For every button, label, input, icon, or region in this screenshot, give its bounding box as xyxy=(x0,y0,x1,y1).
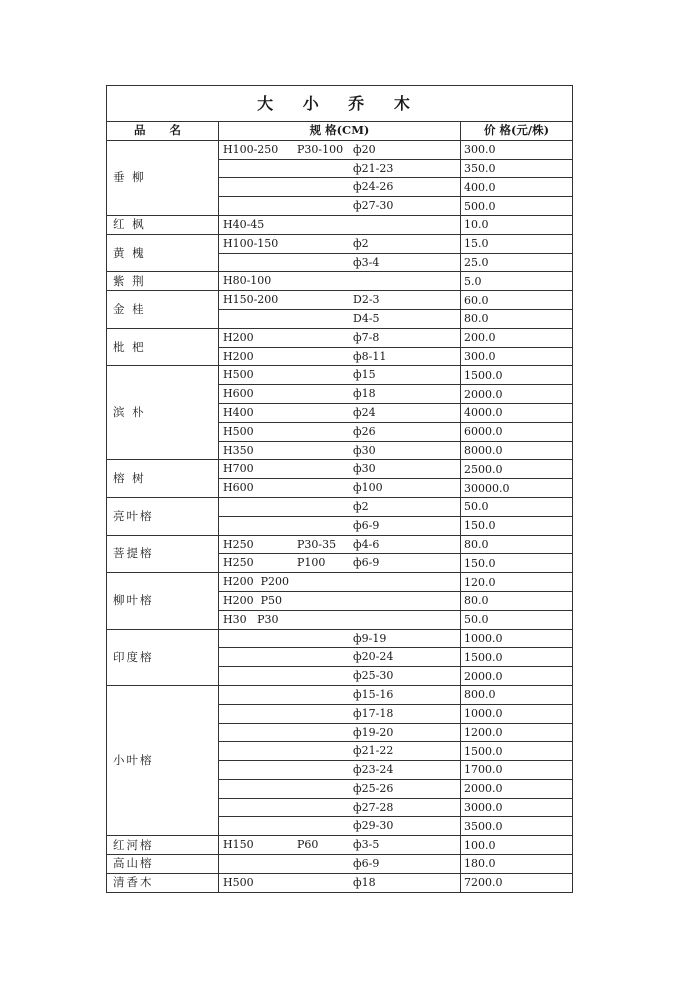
spec-diameter: D4-5 xyxy=(353,311,380,325)
spec-cell xyxy=(219,403,461,422)
spec-height: H500 xyxy=(223,875,254,889)
spec-diameter: ф27-28 xyxy=(353,800,394,814)
spec-cell xyxy=(219,479,461,498)
price-cell: 2000.0 xyxy=(461,779,573,798)
spec-diameter: ф30 xyxy=(353,443,376,457)
spec-diameter: ф18 xyxy=(353,387,376,401)
spec-diameter: ф29-30 xyxy=(353,819,394,833)
spec-cell xyxy=(219,328,461,347)
spec-height: H700 xyxy=(223,462,254,476)
plant-name: 垂 柳 xyxy=(107,140,219,215)
table-row xyxy=(107,215,573,234)
spec-cell xyxy=(219,855,461,874)
spec-height: H600 xyxy=(223,481,254,495)
spec-diameter: ф18 xyxy=(353,875,376,889)
spec-cell xyxy=(219,573,461,592)
table-row xyxy=(107,366,573,385)
price-cell: 4000.0 xyxy=(461,403,573,422)
spec-diameter: ф6-9 xyxy=(353,857,380,871)
plant-name: 小叶榕 xyxy=(107,685,219,835)
spec-cell xyxy=(219,366,461,385)
price-cell: 1500.0 xyxy=(461,648,573,667)
spec-height: H500 xyxy=(223,424,254,438)
price-cell: 180.0 xyxy=(461,855,573,874)
spec-cell xyxy=(219,140,461,159)
spec-cell xyxy=(219,629,461,648)
table-row xyxy=(107,855,573,874)
spec-diameter: ф21-22 xyxy=(353,744,394,758)
price-cell: 80.0 xyxy=(461,591,573,610)
price-cell: 1000.0 xyxy=(461,629,573,648)
spec-cell xyxy=(219,685,461,704)
price-cell: 150.0 xyxy=(461,554,573,573)
plant-name: 清香木 xyxy=(107,873,219,892)
spec-cell xyxy=(219,704,461,723)
spec-height: H500 xyxy=(223,368,254,382)
plant-name: 高山榕 xyxy=(107,855,219,874)
spec-diameter: ф6-9 xyxy=(353,556,380,570)
table-row xyxy=(107,272,573,291)
spec-cell xyxy=(219,798,461,817)
price-cell: 8000.0 xyxy=(461,441,573,460)
spec-crown: P60 xyxy=(297,838,319,852)
spec-diameter: ф26 xyxy=(353,424,376,438)
spec-cell xyxy=(219,591,461,610)
spec-height: H40-45 xyxy=(223,217,265,231)
spec-cell xyxy=(219,554,461,573)
header-spec: 规 格(CM) xyxy=(219,122,461,141)
spec-height: H200 P200 xyxy=(223,575,289,589)
spec-diameter: ф3-4 xyxy=(353,255,380,269)
plant-name: 柳叶榕 xyxy=(107,573,219,629)
spec-height: H200 xyxy=(223,330,254,344)
price-cell: 30000.0 xyxy=(461,479,573,498)
table-row xyxy=(107,873,573,892)
spec-diameter: ф17-18 xyxy=(353,706,394,720)
spec-diameter: ф9-19 xyxy=(353,631,387,645)
spec-cell xyxy=(219,178,461,197)
price-cell: 800.0 xyxy=(461,685,573,704)
spec-cell xyxy=(219,234,461,253)
price-cell: 1500.0 xyxy=(461,742,573,761)
spec-height: H30 P30 xyxy=(223,612,279,626)
price-cell: 120.0 xyxy=(461,573,573,592)
spec-cell xyxy=(219,272,461,291)
table-row xyxy=(107,629,573,648)
plant-name: 滨 朴 xyxy=(107,366,219,460)
table-row xyxy=(107,836,573,855)
price-cell: 80.0 xyxy=(461,309,573,328)
price-cell: 10.0 xyxy=(461,215,573,234)
spec-diameter: ф15 xyxy=(353,368,376,382)
spec-diameter: ф21-23 xyxy=(353,161,394,175)
price-cell: 100.0 xyxy=(461,836,573,855)
spec-cell xyxy=(219,516,461,535)
spec-diameter: ф27-30 xyxy=(353,199,394,213)
spec-crown: P100 xyxy=(297,556,326,570)
plant-name: 紫 荆 xyxy=(107,272,219,291)
spec-diameter: ф24 xyxy=(353,405,376,419)
price-table xyxy=(106,85,573,893)
price-cell: 3500.0 xyxy=(461,817,573,836)
plant-name: 枇 杷 xyxy=(107,328,219,366)
price-cell: 2000.0 xyxy=(461,385,573,404)
spec-diameter: ф25-30 xyxy=(353,669,394,683)
spec-diameter: ф20-24 xyxy=(353,650,394,664)
table-body xyxy=(107,140,573,892)
plant-name: 金 桂 xyxy=(107,291,219,329)
spec-height: H200 P50 xyxy=(223,593,282,607)
header-name: 品 名 xyxy=(107,122,219,141)
price-cell: 2000.0 xyxy=(461,667,573,686)
spec-diameter: ф8-11 xyxy=(353,349,387,363)
spec-diameter: ф7-8 xyxy=(353,330,380,344)
table-row xyxy=(107,328,573,347)
table-row xyxy=(107,234,573,253)
spec-diameter: ф20 xyxy=(353,142,376,156)
spec-cell xyxy=(219,610,461,629)
spec-cell xyxy=(219,159,461,178)
spec-diameter: ф3-5 xyxy=(353,838,380,852)
spec-cell xyxy=(219,347,461,366)
table-row xyxy=(107,685,573,704)
price-cell: 1200.0 xyxy=(461,723,573,742)
spec-cell xyxy=(219,836,461,855)
table-row xyxy=(107,140,573,159)
spec-diameter: ф25-26 xyxy=(353,781,394,795)
price-cell: 25.0 xyxy=(461,253,573,272)
spec-diameter: ф24-26 xyxy=(353,180,394,194)
spec-height: H100-150 xyxy=(223,236,279,250)
table-title: 大 小 乔 木 xyxy=(107,86,573,122)
spec-diameter: ф2 xyxy=(353,499,369,513)
price-cell: 200.0 xyxy=(461,328,573,347)
price-cell: 400.0 xyxy=(461,178,573,197)
spec-cell xyxy=(219,441,461,460)
table-row xyxy=(107,291,573,310)
price-cell: 6000.0 xyxy=(461,422,573,441)
spec-diameter: ф19-20 xyxy=(353,725,394,739)
header-price: 价 格(元/株) xyxy=(461,122,573,141)
price-sheet xyxy=(106,85,572,893)
spec-crown: P30-35 xyxy=(297,537,337,551)
spec-cell xyxy=(219,742,461,761)
spec-cell xyxy=(219,873,461,892)
price-cell: 1500.0 xyxy=(461,366,573,385)
spec-cell xyxy=(219,779,461,798)
price-cell: 7200.0 xyxy=(461,873,573,892)
spec-diameter: ф30 xyxy=(353,462,376,476)
spec-diameter: ф6-9 xyxy=(353,518,380,532)
table-row xyxy=(107,460,573,479)
spec-diameter: ф4-6 xyxy=(353,537,380,551)
table-row xyxy=(107,573,573,592)
price-cell: 150.0 xyxy=(461,516,573,535)
spec-cell xyxy=(219,385,461,404)
plant-name: 红 枫 xyxy=(107,215,219,234)
table-row xyxy=(107,497,573,516)
price-cell: 15.0 xyxy=(461,234,573,253)
table-row xyxy=(107,535,573,554)
price-cell: 300.0 xyxy=(461,140,573,159)
spec-height: H200 xyxy=(223,349,254,363)
plant-name: 红河榕 xyxy=(107,836,219,855)
spec-cell xyxy=(219,667,461,686)
spec-height: H250 xyxy=(223,556,254,570)
price-cell: 350.0 xyxy=(461,159,573,178)
spec-cell xyxy=(219,253,461,272)
price-cell: 500.0 xyxy=(461,197,573,216)
spec-cell xyxy=(219,761,461,780)
spec-cell xyxy=(219,648,461,667)
spec-crown: P30-100 xyxy=(297,142,344,156)
spec-cell xyxy=(219,291,461,310)
spec-diameter: ф15-16 xyxy=(353,687,394,701)
spec-height: H400 xyxy=(223,405,254,419)
price-cell: 5.0 xyxy=(461,272,573,291)
spec-cell xyxy=(219,422,461,441)
spec-diameter: D2-3 xyxy=(353,293,380,307)
price-cell: 1000.0 xyxy=(461,704,573,723)
spec-cell xyxy=(219,723,461,742)
spec-diameter: ф100 xyxy=(353,481,383,495)
spec-height: H250 xyxy=(223,537,254,551)
spec-cell xyxy=(219,817,461,836)
spec-height: H350 xyxy=(223,443,254,457)
price-cell: 3000.0 xyxy=(461,798,573,817)
spec-cell xyxy=(219,535,461,554)
plant-name: 印度榕 xyxy=(107,629,219,685)
spec-cell xyxy=(219,497,461,516)
price-cell: 300.0 xyxy=(461,347,573,366)
plant-name: 榕 树 xyxy=(107,460,219,498)
plant-name: 黄 槐 xyxy=(107,234,219,272)
spec-diameter: ф23-24 xyxy=(353,763,394,777)
spec-height: H150-200 xyxy=(223,293,279,307)
spec-cell xyxy=(219,460,461,479)
price-cell: 50.0 xyxy=(461,497,573,516)
price-cell: 60.0 xyxy=(461,291,573,310)
spec-diameter: ф2 xyxy=(353,236,369,250)
price-cell: 2500.0 xyxy=(461,460,573,479)
spec-cell xyxy=(219,197,461,216)
plant-name: 菩提榕 xyxy=(107,535,219,573)
spec-cell xyxy=(219,215,461,234)
spec-height: H600 xyxy=(223,387,254,401)
plant-name: 亮叶榕 xyxy=(107,497,219,535)
spec-cell xyxy=(219,309,461,328)
spec-height: H80-100 xyxy=(223,274,272,288)
spec-height: H150 xyxy=(223,838,254,852)
price-cell: 1700.0 xyxy=(461,761,573,780)
price-cell: 50.0 xyxy=(461,610,573,629)
spec-height: H100-250 xyxy=(223,142,279,156)
price-cell: 80.0 xyxy=(461,535,573,554)
